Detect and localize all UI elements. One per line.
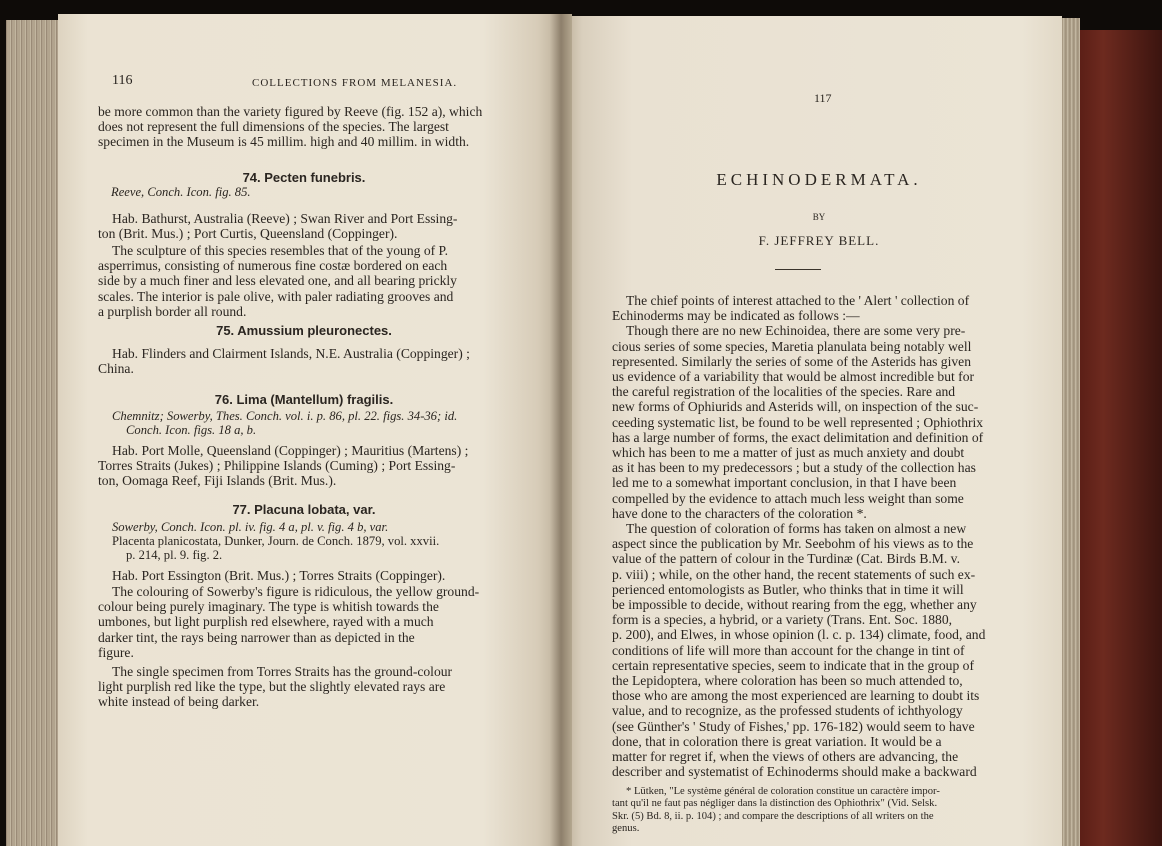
text-line: tant qu'il ne faut pas négliger dans la distinction des Ophiothrix" (Vid. Selsk. bbox=[612, 798, 938, 810]
text-line: p. 214, pl. 9. fig. 2. bbox=[126, 548, 223, 562]
text-line: represented. Similarly the series of some of the Asterids has given bbox=[612, 353, 972, 369]
text-line: genus. bbox=[612, 823, 640, 835]
text-line: value of the pattern of colour in the Turdinæ (Cat. Birds B.M. v. bbox=[612, 551, 960, 567]
right-page-number: 117 bbox=[814, 91, 832, 105]
text-line: light purplish red like the type, but the slightly elevated rays are bbox=[98, 679, 446, 695]
book-gutter bbox=[550, 14, 572, 846]
text-line: darker tint, the rays being narrower than as depicted in the bbox=[98, 629, 415, 645]
text-line: The question of coloration of forms has taken on almost a new bbox=[626, 521, 967, 536]
text-line: has a large number of forms, the exact delimitation and definition of bbox=[612, 429, 984, 445]
left-page-number: 116 bbox=[112, 73, 133, 88]
text-line: figure. bbox=[98, 644, 134, 660]
text-line: a purplish border all round. bbox=[98, 303, 247, 319]
section-74-reference: Reeve, Conch. Icon. fig. 85. bbox=[111, 185, 251, 199]
text-line: cious series of some species, Maretia planulata being notably well bbox=[612, 338, 972, 354]
text-line: certain representative species, seem to indicate that in the group of bbox=[612, 657, 974, 673]
text-line: China. bbox=[98, 361, 134, 377]
text-line: colour being purely imaginary. The type is whitish towards the bbox=[98, 599, 439, 615]
section-74-heading: 74. Pecten funebris. bbox=[242, 170, 366, 185]
text-line: side by a much finer and less elevated one, and all bearing prickly bbox=[98, 273, 457, 289]
text-line: The chief points of interest attached to the ' Alert ' collection of bbox=[626, 293, 970, 308]
text-line: matter for regret if, when the views of others are advancing, the bbox=[612, 749, 959, 765]
text-line: Hab. Port Essington (Brit. Mus.) ; Torres Straits (Coppinger). bbox=[112, 568, 446, 583]
text-line: Echinoderms may be indicated as follows :— bbox=[612, 308, 860, 324]
text-line: The colouring of Sowerby's figure is ridiculous, the yellow ground- bbox=[112, 584, 480, 599]
text-line: Torres Straits (Jukes) ; Philippine Islands (Cuming) ; Port Essing- bbox=[98, 458, 456, 474]
text-line: us evidence of a variability that would be almost incredible but for bbox=[612, 369, 975, 385]
section-76-reference bbox=[112, 409, 524, 437]
section-77-description-2 bbox=[98, 664, 510, 710]
text-line: Hab. Bathurst, Australia (Reeve) ; Swan River and Port Essing- bbox=[112, 211, 458, 226]
byline-by: BY bbox=[812, 212, 826, 222]
section-76-habitat bbox=[98, 443, 510, 489]
section-76-heading: 76. Lima (Mantellum) fragilis. bbox=[214, 392, 394, 407]
footnote bbox=[612, 786, 1026, 836]
text-line: The single specimen from Torres Straits has the ground-colour bbox=[112, 664, 453, 679]
text-line: ton (Brit. Mus.) ; Port Curtis, Queensland (Coppinger). bbox=[98, 226, 398, 242]
section-74-habitat bbox=[98, 211, 510, 241]
text-line: new forms of Ophiurids and Asterids will, on inspection of the suc- bbox=[612, 399, 979, 415]
text-line: be impossible to decide, without rearing from the egg, whether any bbox=[612, 597, 977, 613]
text-line: specimen in the Museum is 45 millim. high and 40 millim. in width. bbox=[98, 134, 470, 150]
section-77-habitat bbox=[98, 568, 510, 583]
text-line: Chemnitz; Sowerby, Thes. Conch. vol. i. p. 86, pl. 22. figs. 34-36; id. bbox=[112, 409, 458, 423]
left-intro-paragraph bbox=[98, 104, 510, 150]
text-line: asperrimus, consisting of numerous fine costæ bordered on each bbox=[98, 258, 448, 274]
text-line: perienced entomologists as Butler, who thinks that in time it will bbox=[612, 581, 964, 597]
text-line: aspect since the publication by Mr. Seebohm of his views as to the bbox=[612, 536, 974, 552]
text-line: Hab. Port Molle, Queensland (Coppinger) ; Mauritius (Martens) ; bbox=[112, 443, 469, 458]
text-line: Placenta planicostata, Dunker, Journ. de Conch. 1879, vol. xxvii. bbox=[112, 534, 440, 548]
text-line: does not represent the full dimensions of the species. The largest bbox=[98, 119, 449, 135]
author-name: F. JEFFREY BELL. bbox=[758, 233, 880, 248]
article-title: ECHINODERMATA. bbox=[716, 170, 922, 189]
text-line: ton, Oomaga Reef, Fiji Islands (Brit. Mus.). bbox=[98, 473, 337, 489]
text-line: form is a species, a hybrid, or a variety (Trans. Ent. Soc. 1880, bbox=[612, 612, 953, 628]
text-line: p. viii) ; while, on the other hand, the recent statements of such ex- bbox=[612, 566, 976, 582]
left-page-edges bbox=[6, 20, 66, 846]
text-line: (see Günther's ' Study of Fishes,' pp. 176-182) would seem to have bbox=[612, 718, 975, 734]
intro-paragraph bbox=[612, 293, 1026, 521]
section-75-heading: 75. Amussium pleuronectes. bbox=[216, 323, 392, 338]
text-line: the Lepidoptera, where coloration has been so much attended to, bbox=[612, 673, 963, 689]
text-line: done, that in coloration there is great variation. It would be a bbox=[612, 733, 942, 749]
text-line: Skr. (5) Bd. 8, ii. p. 104) ; and compare the descriptions of all writers on the bbox=[612, 810, 934, 822]
text-line: those who are among the most experienced are learning to doubt its bbox=[612, 688, 980, 704]
text-line: value, and to recognize, as the professed students of ichthyology bbox=[612, 703, 963, 719]
coloration-paragraph bbox=[612, 521, 1026, 779]
text-line: led me to a somewhat important conclusion, in that I have been bbox=[612, 475, 957, 491]
text-line: p. 200), and Elwes, in whose opinion (l. c. p. 134) climate, food, and bbox=[612, 627, 986, 643]
section-77-heading: 77. Placuna lobata, var. bbox=[232, 502, 376, 517]
text-line: The sculpture of this species resembles that of the young of P. bbox=[112, 243, 448, 258]
text-line: as it has been to my predecessors ; but a study of the collection has bbox=[612, 460, 976, 476]
text-line: Hab. Flinders and Clairment Islands, N.E. Australia (Coppinger) ; bbox=[112, 346, 470, 361]
text-line: describer and systematist of Echinoderms should make a backward bbox=[612, 764, 977, 780]
text-line: * Lütken, "Le système général de coloration constitue un caractère impor- bbox=[626, 786, 940, 797]
book-cover-right bbox=[1078, 30, 1162, 846]
text-line: which has been to me a matter of just as much anxiety and doubt bbox=[612, 445, 965, 461]
section-77-description bbox=[98, 584, 510, 660]
divider-rule bbox=[775, 269, 821, 270]
text-line: have done to the characters of the coloration *. bbox=[612, 505, 867, 521]
left-running-head: COLLECTIONS FROM MELANESIA. bbox=[252, 77, 458, 89]
text-line: Sowerby, Conch. Icon. pl. iv. fig. 4 a, pl. v. fig. 4 b, var. bbox=[112, 520, 389, 534]
right-page-edges bbox=[1060, 18, 1080, 846]
text-line: ceeding systematic list, be found to be well represented ; Ophiothrix bbox=[612, 414, 984, 430]
text-line: the careful registration of the localities of the species. Rare and bbox=[612, 384, 956, 400]
section-74-description bbox=[98, 243, 510, 319]
text-line: scales. The interior is pale olive, with paler radiating grooves and bbox=[98, 288, 454, 304]
text-line: umbones, but light purplish red elsewhere, rayed with a much bbox=[98, 614, 434, 630]
section-75-habitat bbox=[98, 346, 510, 376]
text-line: conditions of life will more than account for the change in tint of bbox=[612, 642, 965, 658]
section-77-reference bbox=[112, 520, 524, 562]
text-line: Conch. Icon. figs. 18 a, b. bbox=[126, 423, 257, 437]
text-line: be more common than the variety figured by Reeve (fig. 152 a), which bbox=[98, 104, 483, 119]
text-line: compelled by the evidence to attach much less weight than some bbox=[612, 490, 964, 506]
text-line: white instead of being darker. bbox=[98, 694, 260, 710]
text-line: Though there are no new Echinoidea, there are some very pre- bbox=[626, 323, 966, 339]
